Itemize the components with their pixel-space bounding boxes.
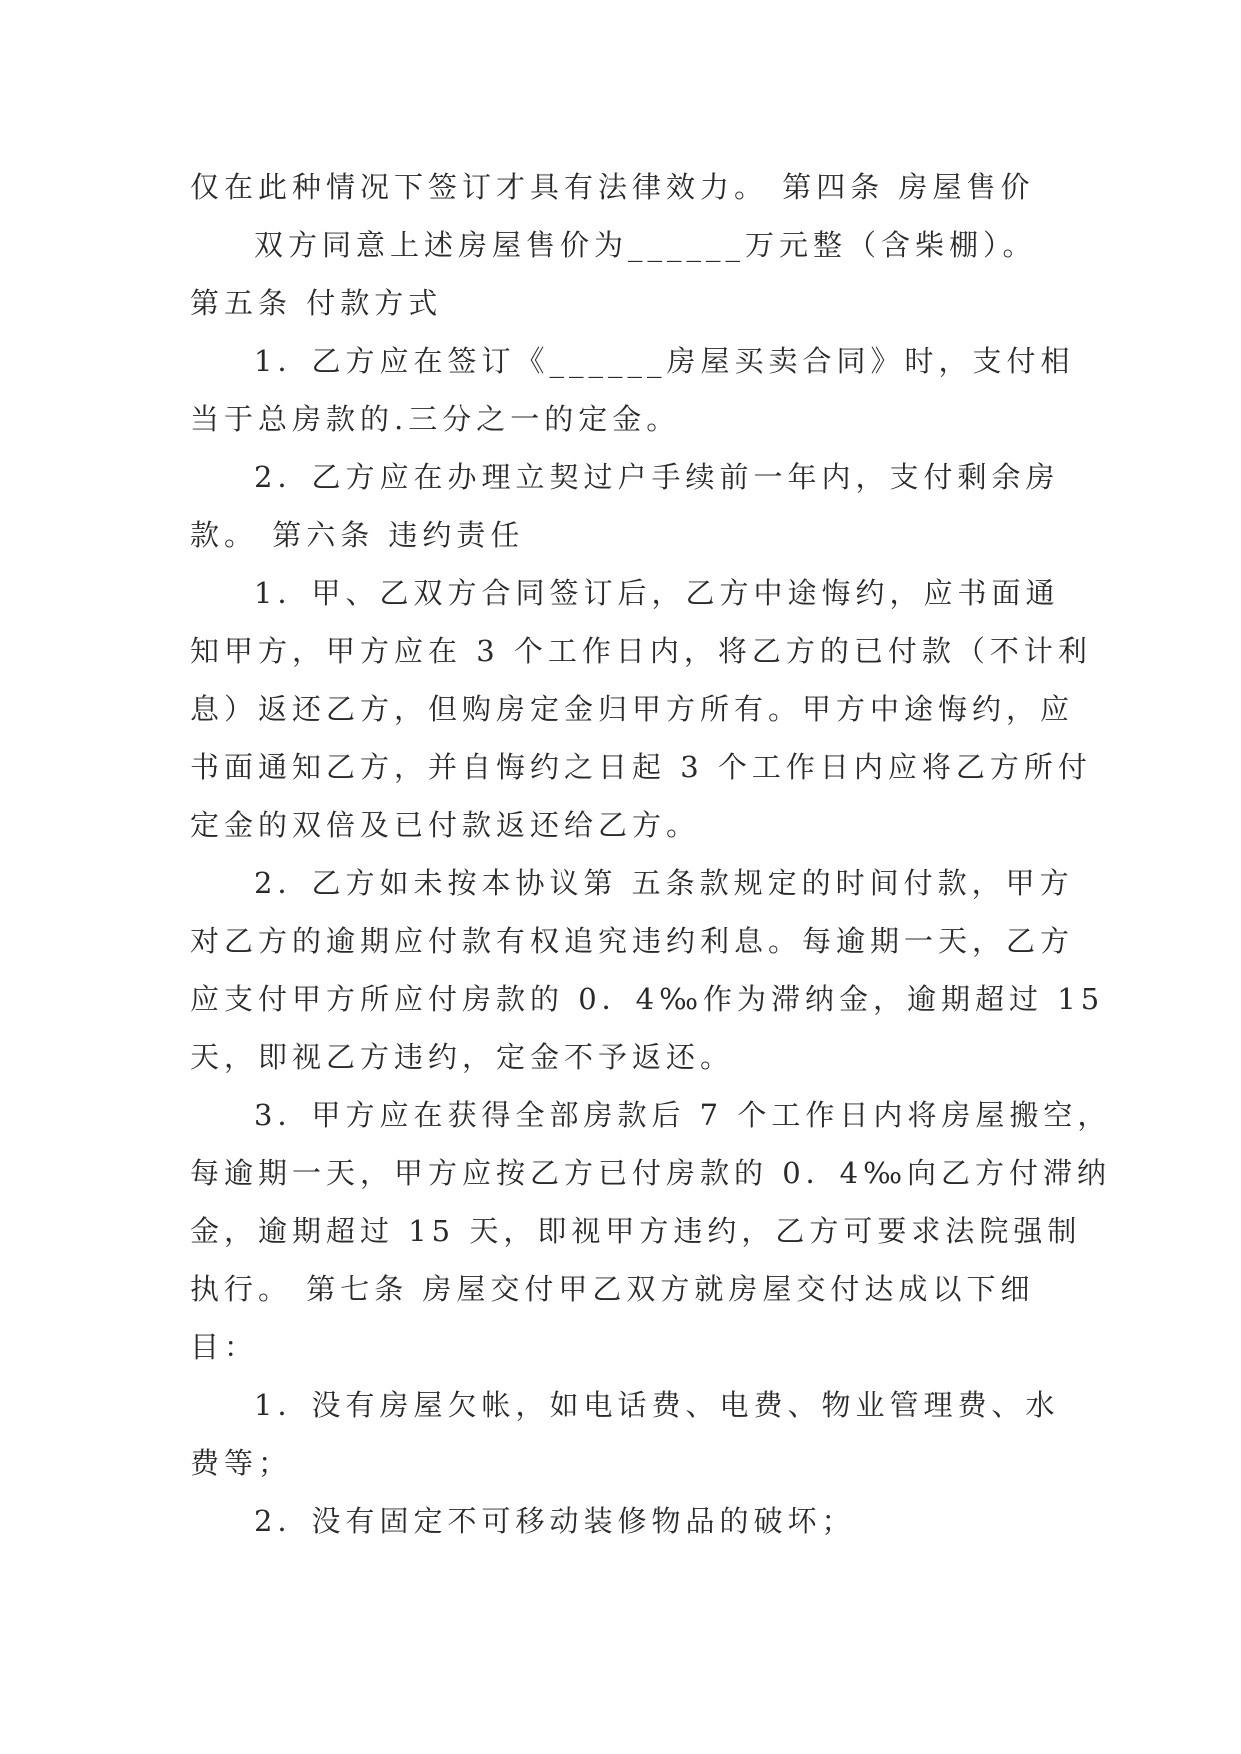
- text-line-22: 1．没有房屋欠帐，如电话费、电费、物业管理费、水: [254, 1388, 1060, 1422]
- text-line-18: 每逾期一天，甲方应按乙方已付房款的 0．4‰向乙方付滞纳: [190, 1156, 1112, 1190]
- text-line-19: 金，逾期超过 15 天，即视甲方违约，乙方可要求法院强制: [190, 1214, 1082, 1248]
- text-line-2: 双方同意上述房屋售价为______万元整（含柴棚）。: [254, 228, 1037, 262]
- text-line-24: 2．没有固定不可移动装修物品的破坏；: [254, 1504, 856, 1538]
- text-line-9: 知甲方，甲方应在 3 个工作日内，将乙方的已付款（不计利: [190, 634, 1092, 668]
- text-line-20: 执行。 第七条 房屋交付甲乙双方就房屋交付达成以下细: [190, 1272, 1035, 1306]
- text-line-3: 第五条 付款方式: [190, 286, 443, 320]
- text-line-10: 息）返还乙方，但购房定金归甲方所有。甲方中途悔约，应: [190, 692, 1075, 726]
- text-line-23: 费等；: [190, 1446, 293, 1480]
- text-line-1: 仅在此种情况下签订才具有法律效力。 第四条 房屋售价: [190, 170, 1035, 204]
- text-line-14: 对乙方的逾期应付款有权追究违约利息。每逾期一天，乙方: [190, 924, 1075, 958]
- text-line-12: 定金的双倍及已付款返还给乙方。: [190, 808, 701, 842]
- text-line-8: 1．甲、乙双方合同签订后，乙方中途悔约，应书面通: [254, 576, 1060, 610]
- text-line-15: 应支付甲方所应付房款的 0．4‰作为滞纳金，逾期超过 15: [190, 982, 1105, 1016]
- text-line-6: 2．乙方应在办理立契过户手续前一年内，支付剩余房: [254, 460, 1060, 494]
- document-body: [190, 158, 1112, 1550]
- text-line-21: 目：: [190, 1330, 259, 1364]
- text-line-11: 书面通知乙方，并自悔约之日起 3 个工作日内应将乙方所付: [190, 750, 1092, 784]
- text-line-16: 天，即视乙方违约，定金不予返还。: [190, 1040, 735, 1074]
- text-line-17: 3．甲方应在获得全部房款后 7 个工作日内将房屋搬空，: [254, 1098, 1112, 1132]
- text-line-4: 1．乙方应在签订《______房屋买卖合同》时，支付相: [254, 344, 1075, 378]
- text-line-13: 2．乙方如未按本协议第 五条款规定的时间付款，甲方: [254, 866, 1074, 900]
- text-line-7: 款。 第六条 违约责任: [190, 518, 525, 552]
- text-line-5: 当于总房款的.三分之一的定金。: [190, 402, 681, 436]
